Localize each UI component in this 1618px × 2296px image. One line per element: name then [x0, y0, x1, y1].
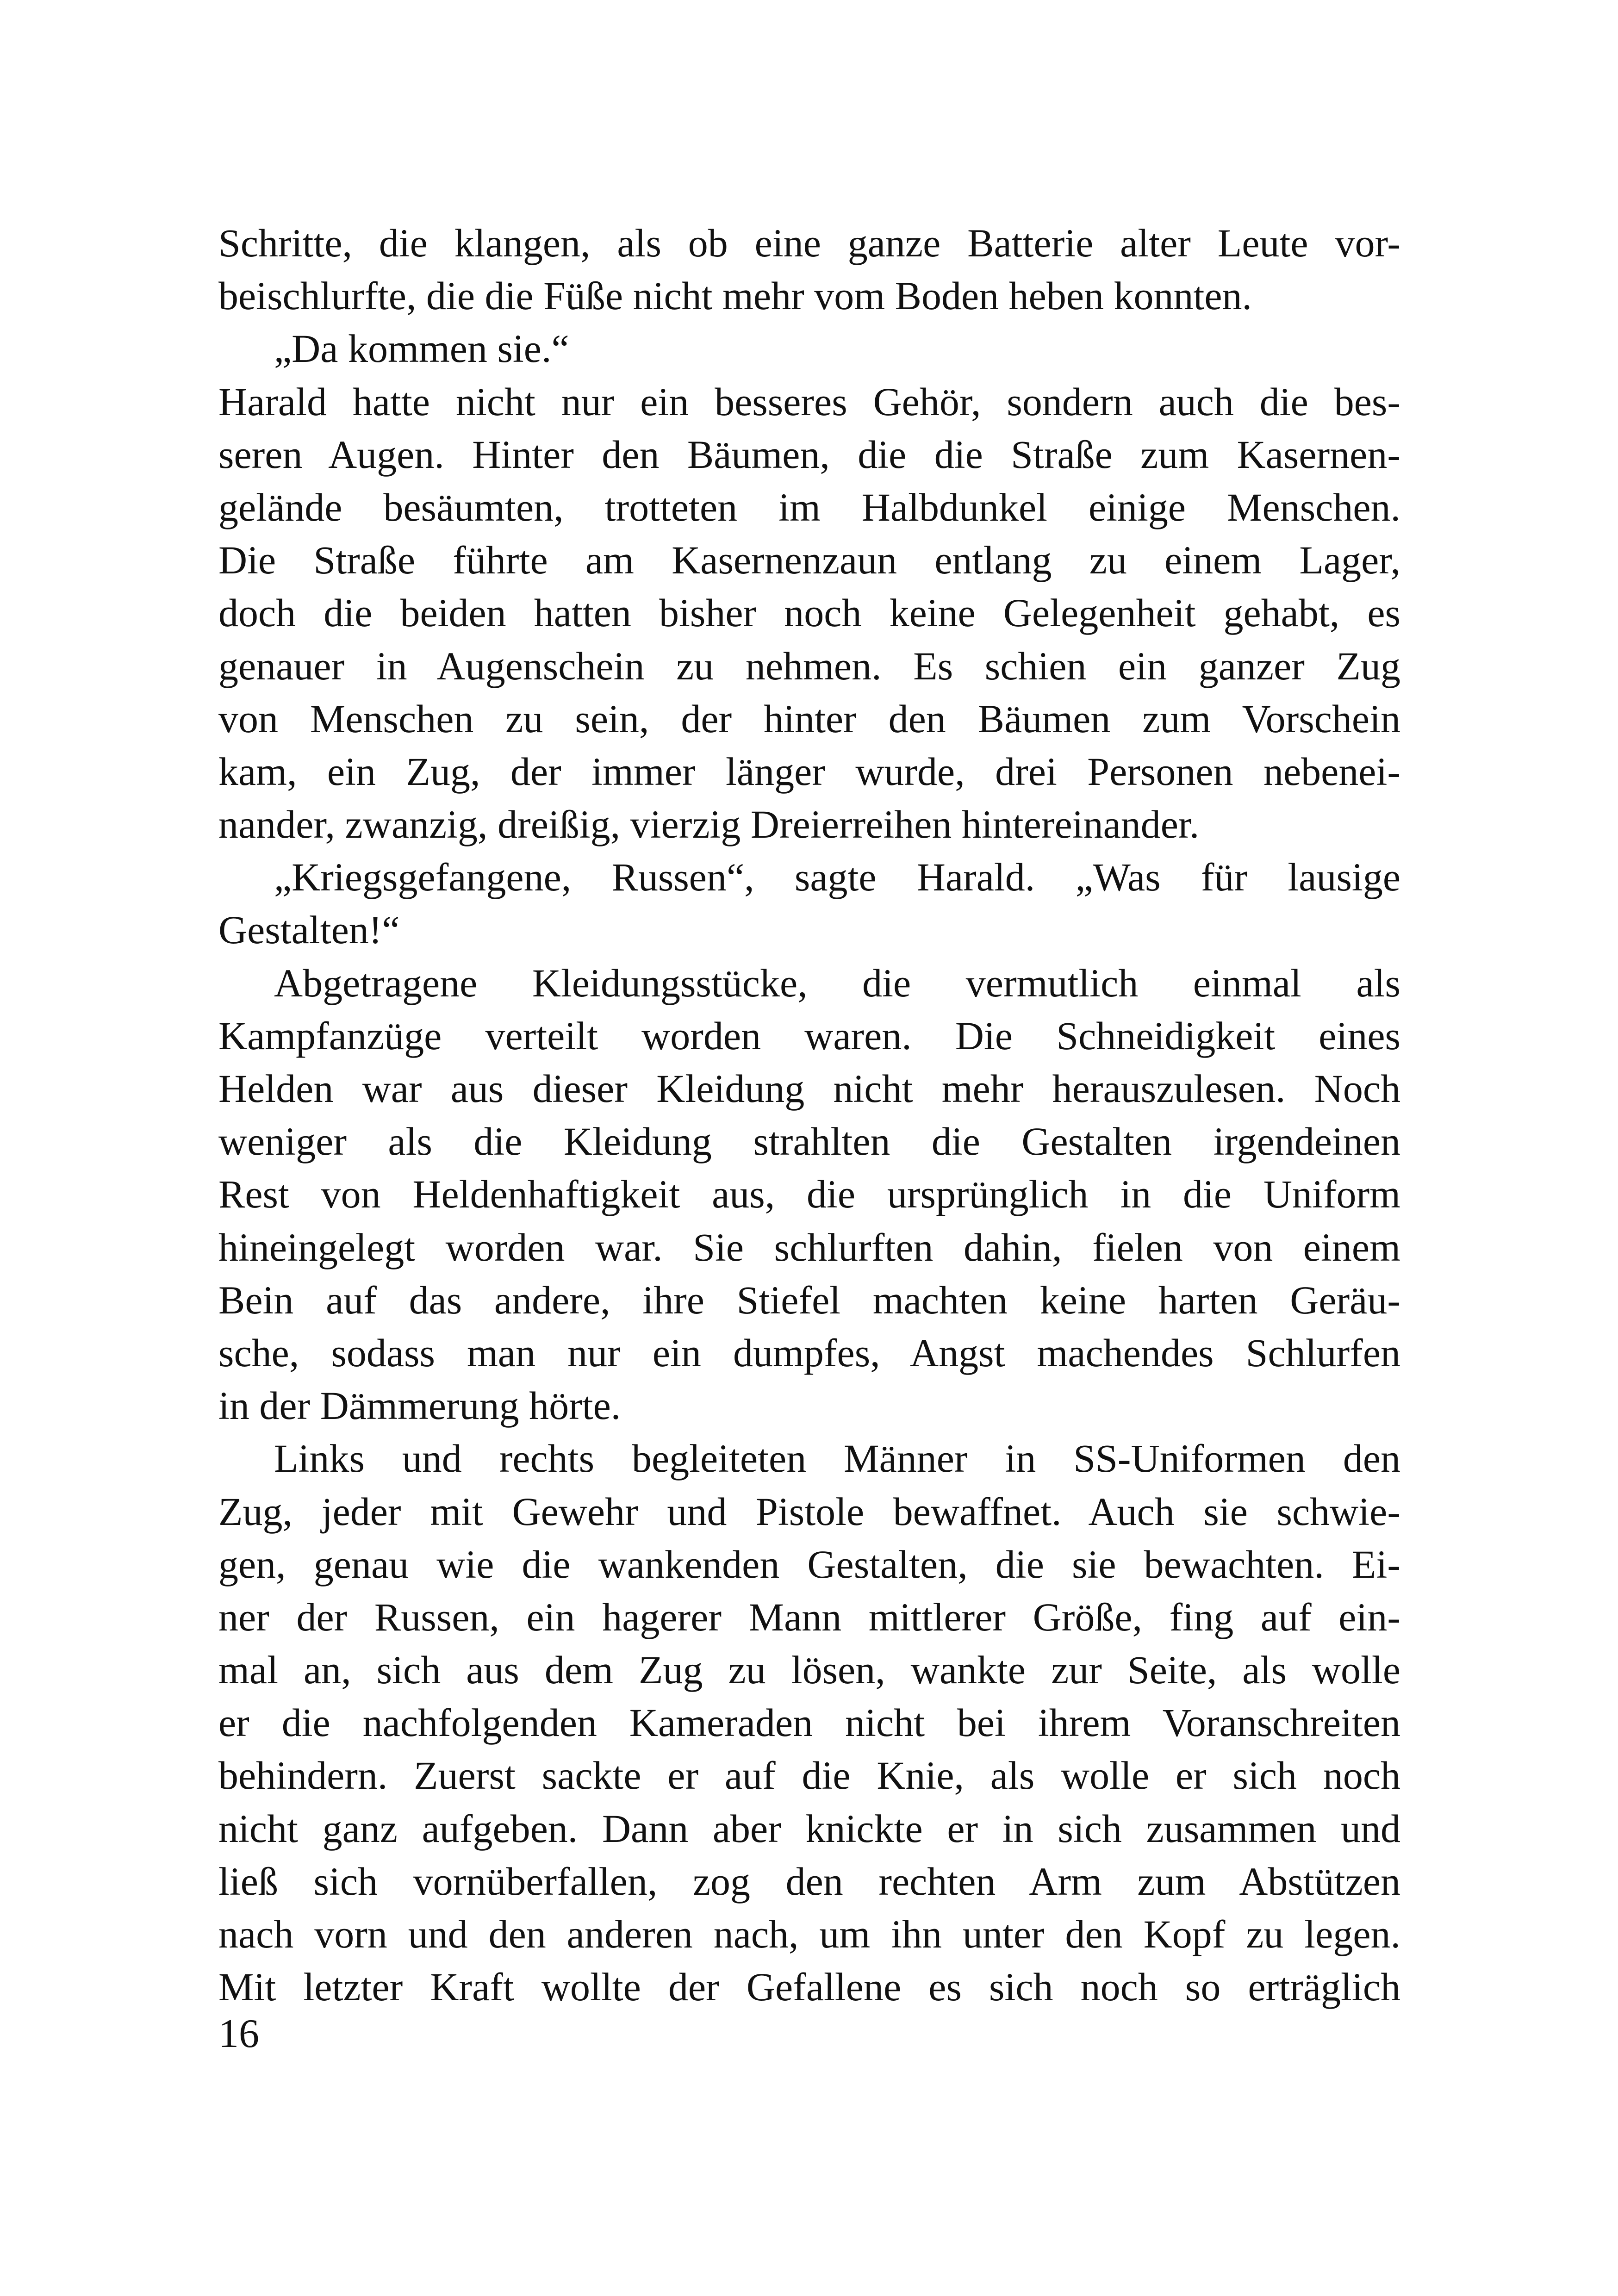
- dialogue-line: „Kriegsgefangene, Russen“, sagte Harald. „Was für lausige: [274, 855, 1400, 900]
- text-line: ner der Russen, ein hagerer Mann mittlerer Größe, fing auf ein-: [218, 1594, 1400, 1639]
- text-line: von Menschen zu sein, der hinter den Bäumen zum Vorschein: [218, 696, 1400, 741]
- dialogue-line: „Da kommen sie.“: [274, 326, 569, 371]
- text-line: Gestalten!“: [218, 908, 400, 952]
- text-line: Zug, jeder mit Gewehr und Pistole bewaffnet. Auch sie schwie-: [218, 1489, 1400, 1534]
- text-line: beischlurfte, die die Füße nicht mehr vom Boden heben konnten.: [218, 274, 1252, 318]
- text-line: gelände besäumten, trotteten im Halbdunkel einige Menschen.: [218, 485, 1400, 529]
- text-line: nach vorn und den anderen nach, um ihn unter den Kopf zu legen.: [218, 1912, 1400, 1956]
- text-line: genauer in Augenschein zu nehmen. Es schien ein ganzer Zug: [218, 643, 1400, 688]
- text-line: Die Straße führte am Kasernenzaun entlang zu einem Lager,: [218, 538, 1400, 583]
- text-line: Helden war aus dieser Kleidung nicht mehr herauszulesen. Noch: [218, 1066, 1400, 1111]
- text-line: Bein auf das andere, ihre Stiefel machten keine harten Geräu-: [218, 1277, 1400, 1322]
- text-line: Schritte, die klangen, als ob eine ganze Batterie alter Leute vor-: [218, 221, 1400, 265]
- page-number: 16: [218, 2011, 259, 2056]
- text-line: mal an, sich aus dem Zug zu lösen, wankte zur Seite, als wolle: [218, 1648, 1400, 1692]
- text-line: nander, zwanzig, dreißig, vierzig Dreierreihen hintereinander.: [218, 802, 1200, 847]
- text-line: nicht ganz aufgeben. Dann aber knickte er in sich zusammen und: [218, 1806, 1400, 1851]
- text-line: gen, genau wie die wankenden Gestalten, die sie bewachten. Ei-: [218, 1542, 1400, 1587]
- text-line: ließ sich vornüberfallen, zog den rechten Arm zum Abstützen: [218, 1859, 1400, 1904]
- text-line: kam, ein Zug, der immer länger wurde, drei Personen nebenei-: [218, 749, 1400, 794]
- text-line: doch die beiden hatten bisher noch keine Gelegenheit gehabt, es: [218, 591, 1400, 635]
- paragraph-start-line: Links und rechts begleiteten Männer in SS-Uniformen den: [274, 1436, 1400, 1481]
- paragraph-start-line: Abgetragene Kleidungsstücke, die vermutlich einmal als: [274, 960, 1400, 1005]
- text-line: er die nachfolgenden Kameraden nicht bei ihrem Voranschreiten: [218, 1700, 1400, 1745]
- text-line: sche, sodass man nur ein dumpfes, Angst machendes Schlurfen: [218, 1330, 1400, 1375]
- text-line: seren Augen. Hinter den Bäumen, die die Straße zum Kasernen-: [218, 432, 1400, 477]
- text-line: Rest von Heldenhaftigkeit aus, die ursprünglich in die Uniform: [218, 1172, 1400, 1217]
- text-line: in der Dämmerung hörte.: [218, 1383, 621, 1428]
- text-line: Kampfanzüge verteilt worden waren. Die Schneidigkeit eines: [218, 1013, 1400, 1058]
- text-line: weniger als die Kleidung strahlten die Gestalten irgendeinen: [218, 1119, 1400, 1164]
- body-text: [218, 217, 1400, 2013]
- text-line: Harald hatte nicht nur ein besseres Gehör, sondern auch die bes-: [218, 379, 1400, 424]
- text-line: behindern. Zuerst sackte er auf die Knie, als wolle er sich noch: [218, 1753, 1400, 1798]
- text-line: hineingelegt worden war. Sie schlurften dahin, fielen von einem: [218, 1225, 1400, 1269]
- text-line: Mit letzter Kraft wollte der Gefallene es sich noch so erträglich: [218, 1965, 1400, 2010]
